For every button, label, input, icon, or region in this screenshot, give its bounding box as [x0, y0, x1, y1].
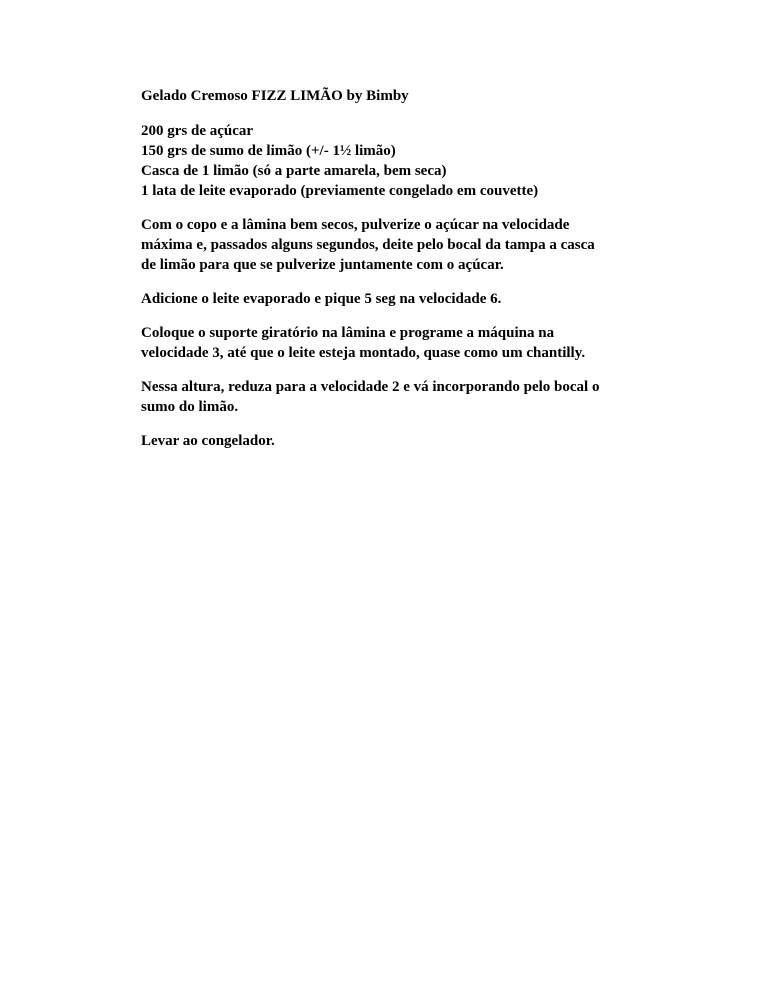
step-line: Coloque o suporte giratório na lâmina e programe a máquina na [141, 325, 555, 341]
recipe-content [141, 86, 641, 465]
step-line: máxima e, passados alguns segundos, deite pelo bocal da tampa a casca [141, 237, 595, 253]
ingredient-item: 1 lata de leite evaporado (previamente congelado em couvette) [141, 183, 539, 199]
step-paragraph-5 [141, 431, 641, 451]
step-line: sumo do limão. [141, 399, 239, 415]
step-paragraph-2 [141, 289, 641, 309]
step-line: Com o copo e a lâmina bem secos, pulverize o açúcar na velocidade [141, 217, 570, 233]
step-line: Levar ao congelador. [141, 433, 275, 449]
step-paragraph-3 [141, 323, 641, 363]
step-line: velocidade 3, até que o leite esteja montado, quase como um chantilly. [141, 345, 586, 361]
ingredient-item: 150 grs de sumo de limão (+/- 1½ limão) [141, 143, 396, 159]
ingredient-list [141, 121, 641, 201]
step-line: de limão para que se pulverize juntamente com o açúcar. [141, 257, 504, 273]
step-paragraph-4 [141, 377, 641, 417]
recipe-title: Gelado Cremoso FIZZ LIMÃO by Bimby [141, 88, 409, 104]
step-line: Nessa altura, reduza para a velocidade 2 e vá incorporando pelo bocal o [141, 379, 600, 395]
step-line: Adicione o leite evaporado e pique 5 seg na velocidade 6. [141, 291, 502, 307]
ingredient-item: Casca de 1 limão (só a parte amarela, bem seca) [141, 163, 447, 179]
ingredient-item: 200 grs de açúcar [141, 123, 254, 139]
step-paragraph-1 [141, 215, 641, 275]
